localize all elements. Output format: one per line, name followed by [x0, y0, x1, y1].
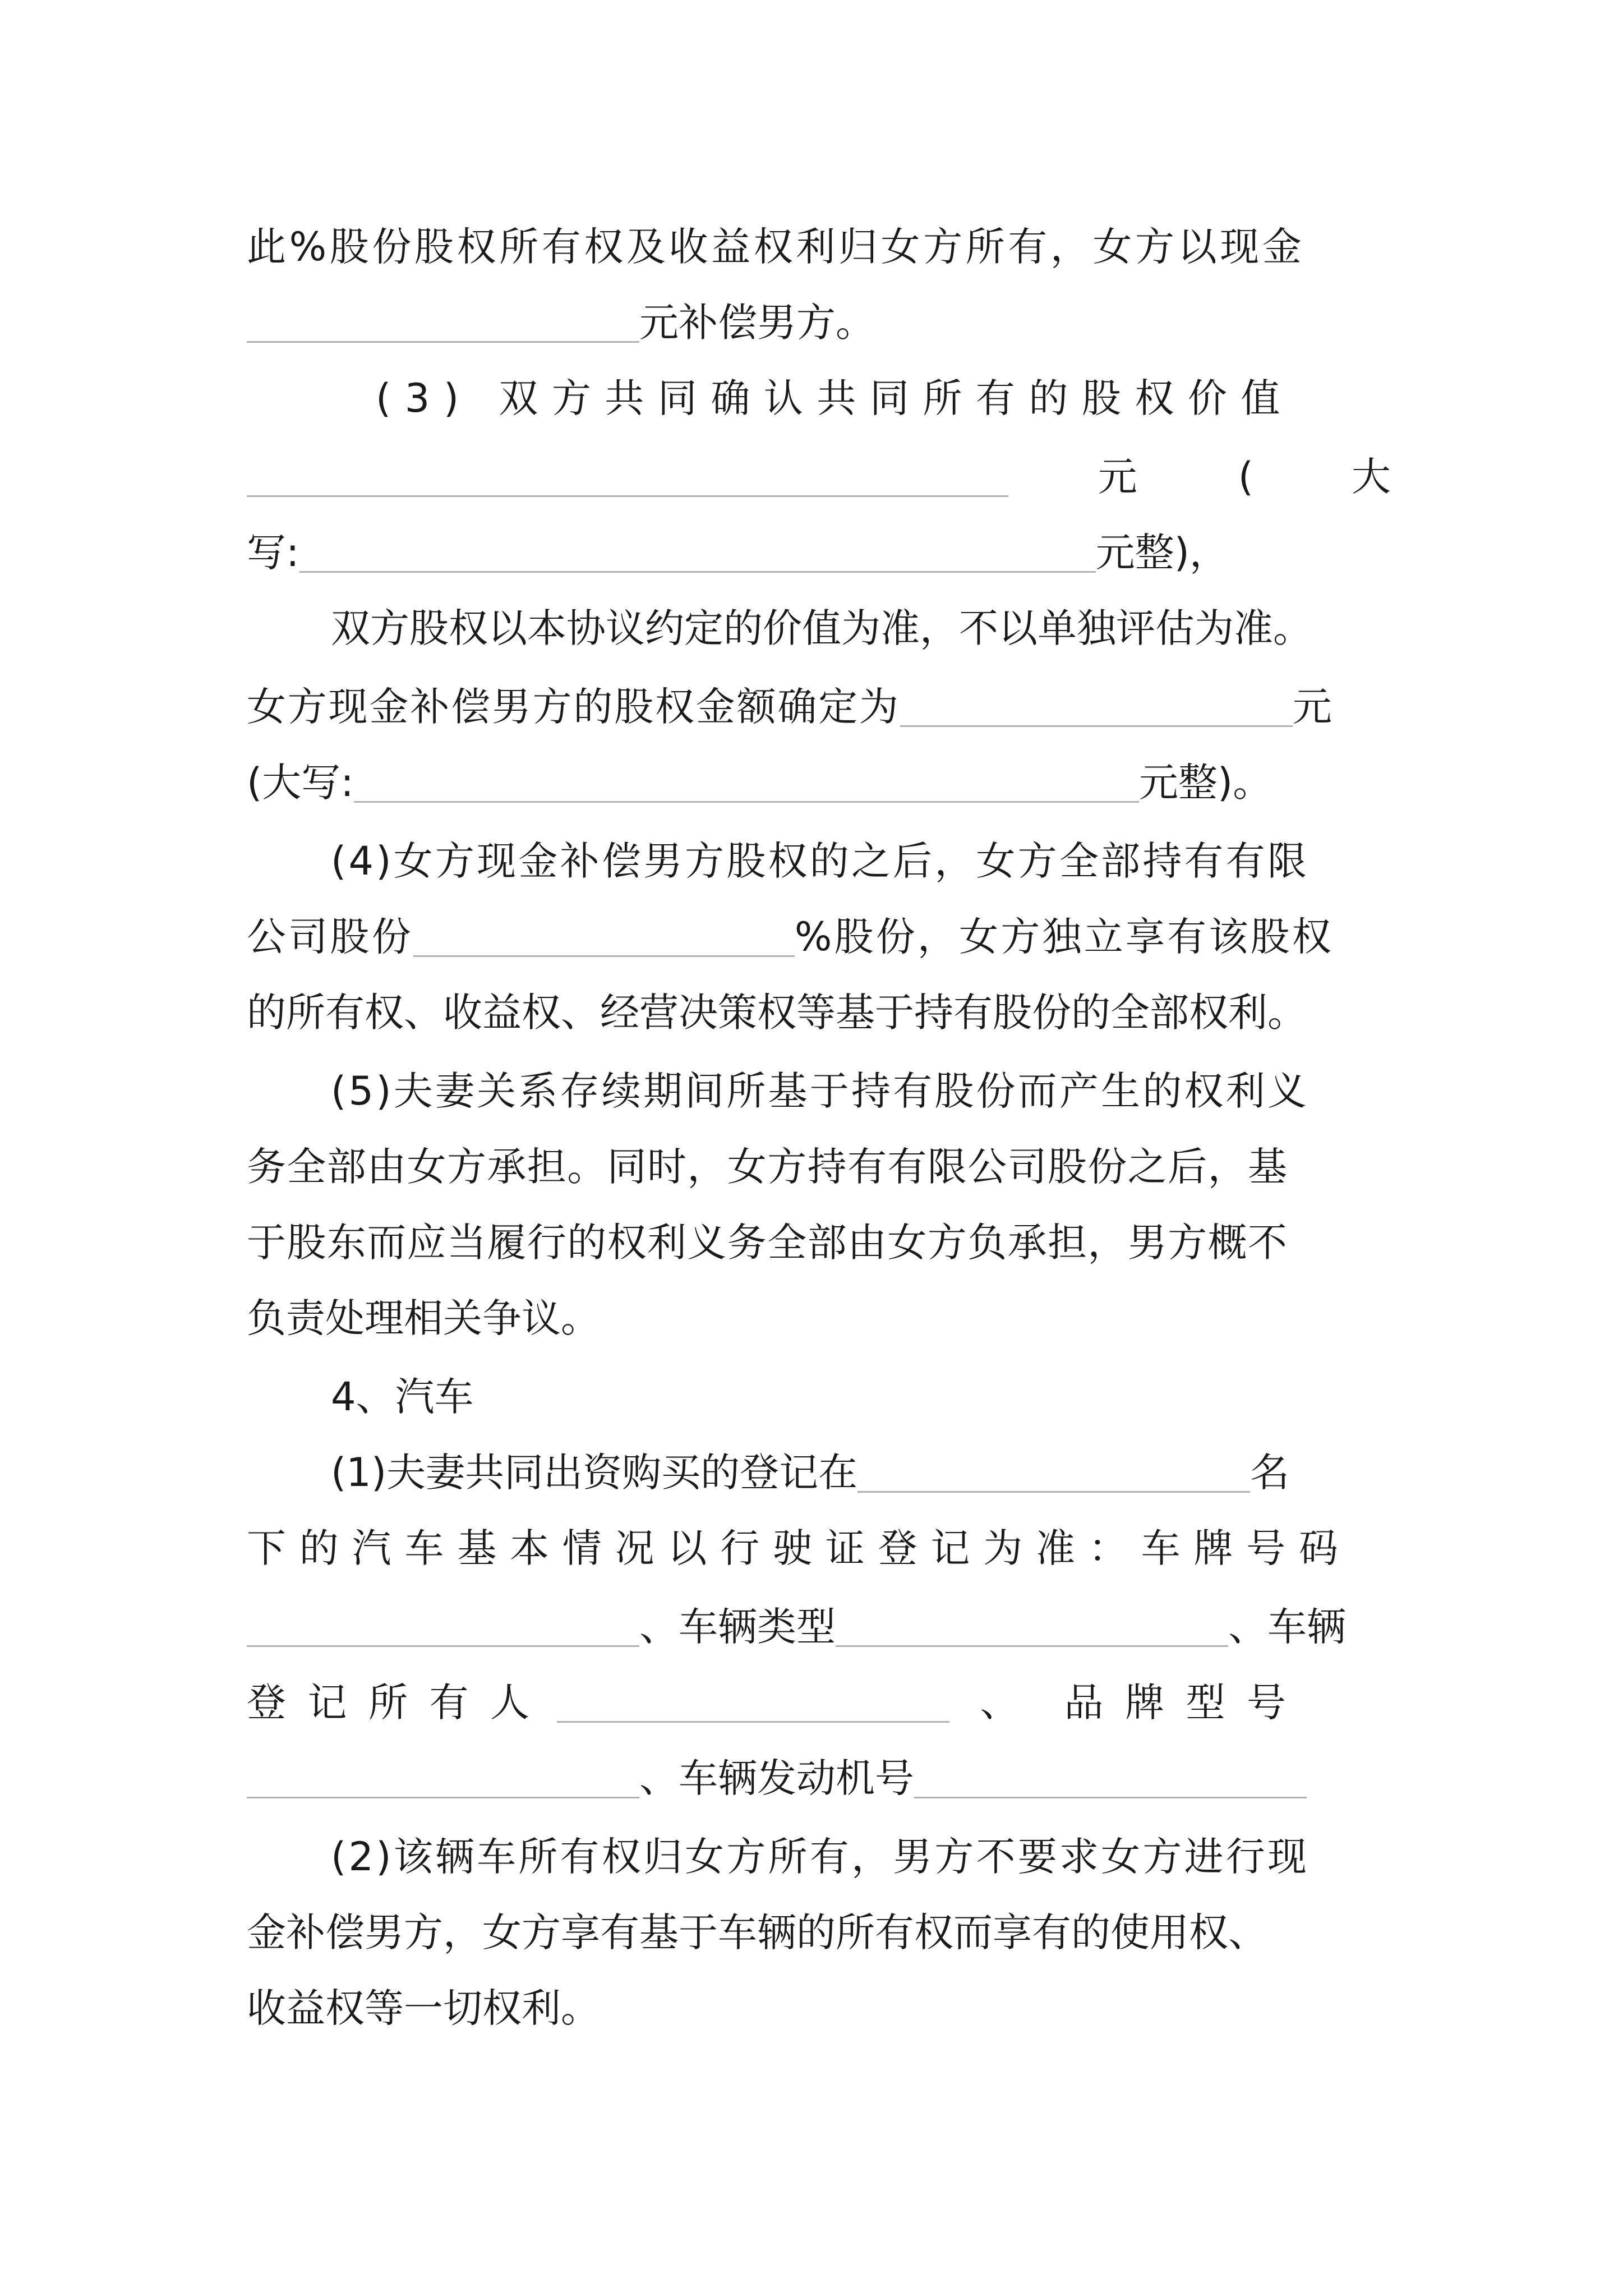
fill-blank [299, 532, 1096, 573]
text: 名 [1250, 1450, 1290, 1496]
text: 、 [980, 1680, 1020, 1726]
text-line [247, 1212, 1391, 1273]
text: 品牌型号 [1064, 1680, 1308, 1726]
fill-blank [354, 762, 1139, 803]
text: 收益权等一切权利。 [247, 1985, 600, 2031]
text-line [247, 216, 1391, 278]
fill-blank [247, 1758, 639, 1798]
text: 于股东而应当履行的权利义务全部由女方负承担，男方概不 [247, 1220, 1288, 1266]
text-line [247, 1902, 1391, 1963]
fill-blank [836, 1607, 1228, 1647]
text: (1)夫妻共同出资购买的登记在 [331, 1450, 858, 1496]
fill-blank [914, 1758, 1307, 1798]
fill-blank [247, 1607, 639, 1647]
text: 双方股权以本协议约定的价值为准，不以单独评估为准。 [331, 605, 1312, 651]
text: 登记所有人 [247, 1680, 551, 1726]
fill-blank [413, 917, 795, 957]
text-line [247, 1366, 1391, 1428]
text-line [247, 1287, 1391, 1349]
text: ( [1238, 454, 1253, 500]
text: %股份，女方独立享有该股权 [794, 914, 1334, 960]
text-line [247, 367, 1391, 429]
text-line [247, 1442, 1391, 1503]
text-line [247, 830, 1391, 892]
text: 元整)。 [1138, 760, 1272, 806]
text: (2)该辆车所有权归女方所有，男方不要求女方进行现 [331, 1834, 1310, 1880]
text-line [247, 1977, 1391, 2039]
text-line [247, 752, 1391, 813]
fill-blank [247, 302, 639, 343]
text: 女方现金补偿男方的股权金额确定为 [247, 684, 900, 730]
text: 元补偿男方。 [639, 300, 875, 346]
text-line [247, 446, 1391, 508]
text-line [247, 597, 1391, 659]
fill-blank [857, 1452, 1250, 1493]
text: (3) 双方共同确认共同所有的股权价值 [376, 375, 1294, 421]
text: 4、汽车 [331, 1374, 474, 1420]
text: 的所有权、收益权、经营决策权等基于持有股份的全部权利。 [247, 990, 1307, 1036]
text-line [247, 906, 1391, 968]
text-line [247, 1060, 1391, 1122]
text: 金补偿男方，女方享有基于车辆的所有权而享有的使用权、 [247, 1910, 1267, 1955]
text: 负责处理相关争议。 [247, 1295, 600, 1341]
text: 元 [1292, 684, 1332, 730]
text: 公司股份 [247, 914, 413, 960]
text-line [247, 1136, 1391, 1198]
text-line [247, 982, 1391, 1043]
text-line [247, 292, 1391, 353]
text-line [247, 1747, 1391, 1809]
text-line [247, 522, 1391, 583]
fill-blank [557, 1682, 949, 1723]
text: 下的汽车基本情况以行驶证登记为准：车牌号码 [247, 1525, 1352, 1571]
text: 元整)， [1095, 530, 1229, 576]
text: 、车辆 [1228, 1604, 1346, 1650]
text-line [247, 676, 1391, 738]
text: 元 [1098, 454, 1137, 500]
fill-blank [247, 457, 1008, 497]
text: (大写: [247, 760, 354, 806]
text-line [247, 1826, 1391, 1888]
text-line [247, 1596, 1391, 1658]
text: (5)夫妻关系存续期间所基于持有股份而产生的权利义 [331, 1068, 1310, 1114]
text-line [247, 1672, 1391, 1733]
text: 务全部由女方承担。同时，女方持有有限公司股份之后，基 [247, 1144, 1288, 1190]
fill-blank [900, 687, 1293, 727]
text: 大 [1352, 454, 1391, 500]
text: (4)女方现金补偿男方股权的之后，女方全部持有有限 [331, 838, 1310, 884]
text: 、车辆发动机号 [639, 1755, 914, 1801]
text: 写: [247, 530, 299, 576]
text: 此%股份股权所有权及收益权利归女方所有，女方以现金 [247, 224, 1305, 270]
text-line [247, 1517, 1391, 1579]
text: 、车辆类型 [639, 1604, 836, 1650]
